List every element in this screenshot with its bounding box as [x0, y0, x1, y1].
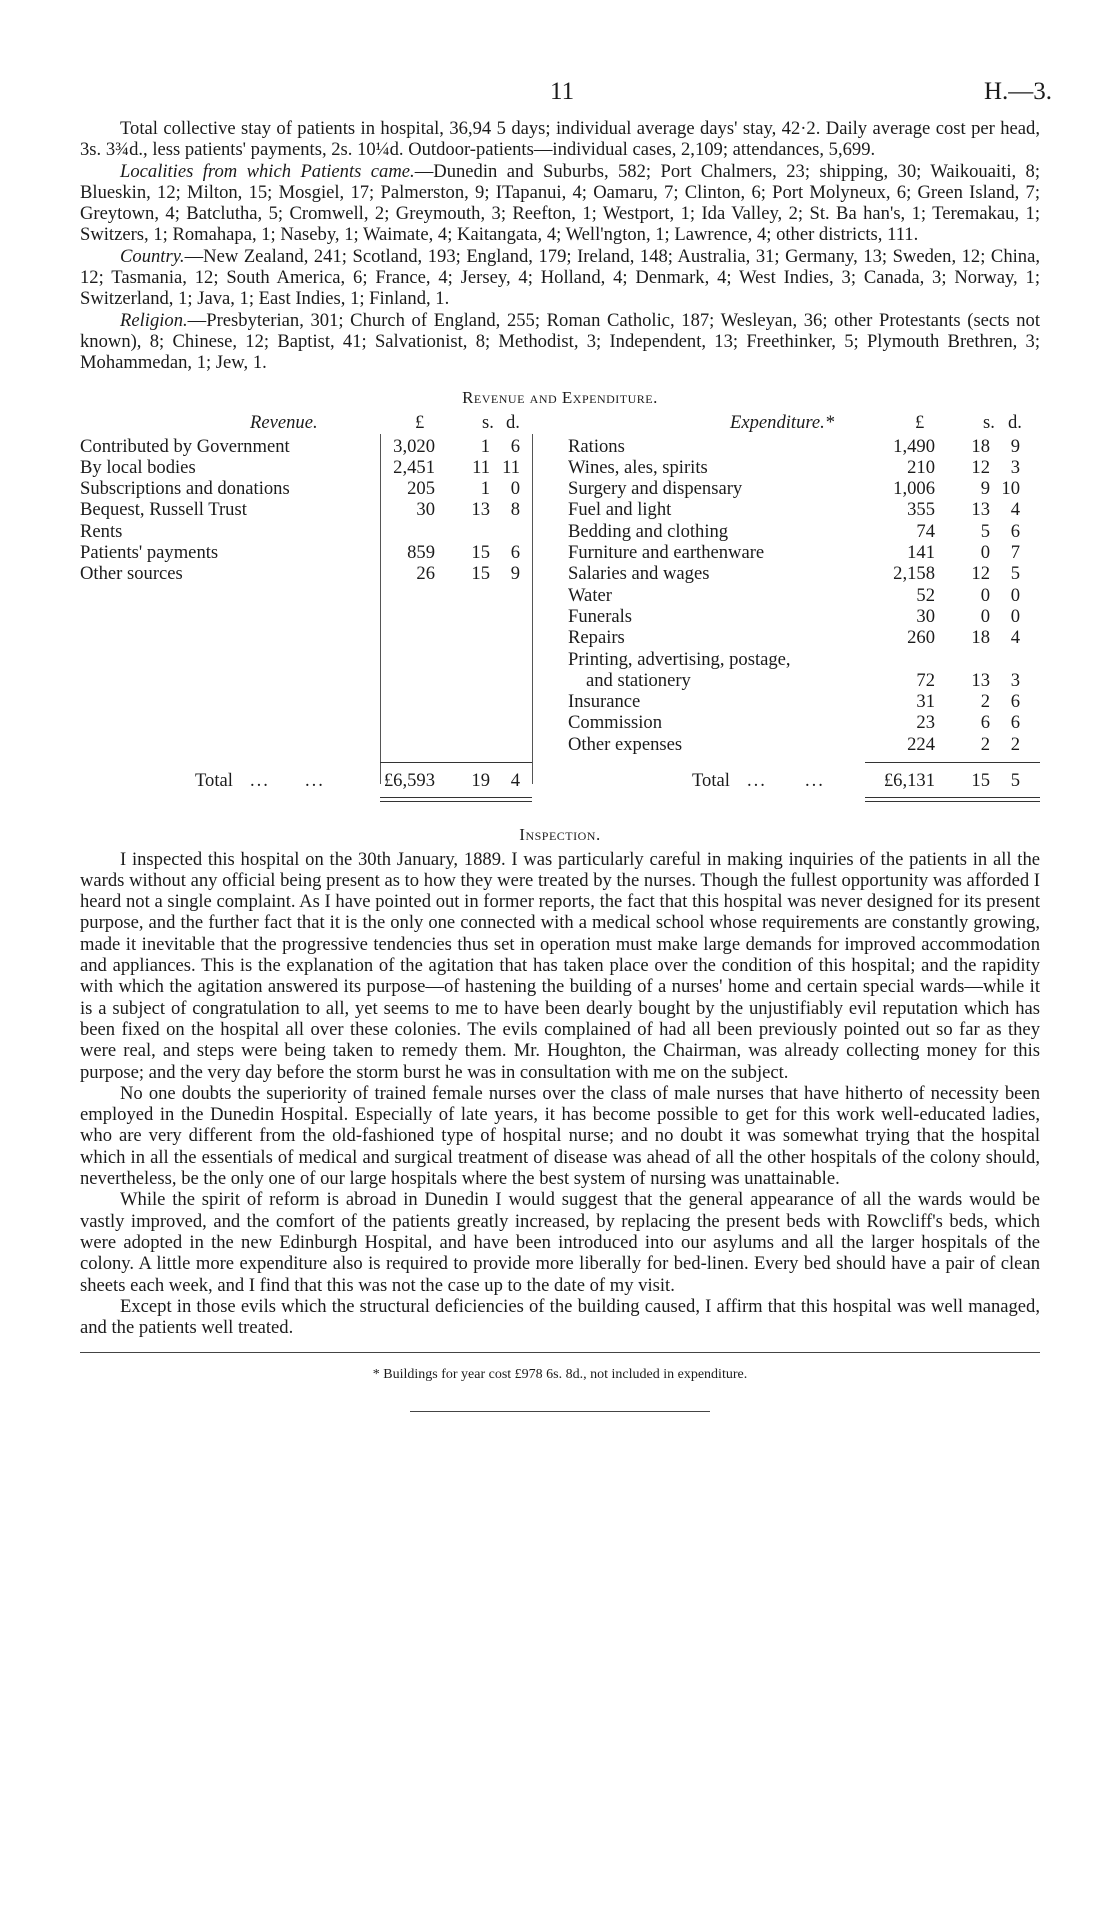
country-text: —New Zealand, 241; Scotland, 193; England, 179; Ireland, 148; Australia, 31; Germany, 13; Sweden, 12; China, 12; Tasmania, 12; South America, 6; France, 4; Jersey, 4; Holland, 4; Denmark, 4; West Indies, 3; Canada, 3; Norway, 1; Switzerland, 1; Java, 1; East Indies, 1; Finland, 1. [80, 245, 1040, 310]
expenditure-row [80, 712, 1040, 733]
religion-text: —Presbyterian, 301; Church of England, 255; Roman Catholic, 187; Wesleyan, 36; other Protestants (sects not known), 8; Chinese, 12; Baptist, 41; Salvationist, 8; Methodist, 3; Independent, 13; Freethinker, 5; Plymouth Brethren, 3; Mohammedan, 1; Jew, 1. [80, 309, 1040, 374]
expenditure-label: and stationery [586, 669, 691, 691]
revenue-pence: 9 [510, 563, 520, 585]
expenditure-pounds: 210 [907, 456, 935, 478]
expenditure-pence: 9 [1010, 435, 1020, 457]
revenue-pence: 11 [502, 456, 520, 478]
expenditure-pounds: 30 [916, 605, 935, 627]
expenditure-pounds: 224 [907, 733, 935, 755]
revenue-subtotal-rule [380, 762, 532, 763]
expenditure-label: Water [568, 584, 612, 606]
expenditure-total-pence: 5 [1010, 769, 1020, 791]
revenue-total-rule-1 [380, 797, 532, 798]
expenditure-row [80, 457, 1040, 478]
expenditure-label: Bedding and clothing [568, 520, 729, 542]
expenditure-pence: 3 [1010, 669, 1020, 691]
expenditure-shillings: 5 [980, 520, 990, 542]
expenditure-label: Insurance [568, 691, 641, 713]
expenditure-total-rule-2 [865, 801, 1040, 802]
expenditure-row [80, 499, 1040, 520]
expenditure-label: Commission [568, 712, 663, 734]
expenditure-pence: 2 [1010, 733, 1020, 755]
expenditure-label: Other expenses [568, 733, 683, 755]
expenditure-shillings: 13 [971, 669, 990, 691]
revenue-pence-heading: d. [506, 411, 520, 433]
revenue-label: Other sources [80, 563, 183, 585]
expenditure-shillings: 13 [971, 499, 990, 521]
expenditure-pence: 3 [1010, 456, 1020, 478]
revenue-pounds: 30 [416, 499, 435, 521]
expenditure-pounds-heading: £ [915, 411, 925, 433]
expenditure-shillings: 0 [980, 584, 990, 606]
revenue-total-pence: 4 [510, 769, 520, 791]
inspection-heading: Inspection. [519, 824, 601, 844]
inspection-paragraph-2: No one doubts the superiority of trained female nurses over the class of male nurses that have hitherto of necessity been employed in the Dunedin Hospital. Especially of late years, it has become possible to get for this work well-educated ladies, who are very different from the old-fashioned type of hospital nurse; and no doubt it was somewhat trying that the hospital which in all the essentials of medical and surgical treatment of disease was ahead of all the other hospitals of the colony should, nevertheless, be the only one of our large hospitals where the best system of nursing was unattainable. [80, 1082, 1040, 1190]
expenditure-pence: 10 [1001, 478, 1020, 500]
expenditure-label: Surgery and dispensary [568, 478, 743, 500]
expenditure-pence: 0 [1010, 605, 1020, 627]
revenue-label: Bequest, Russell Trust [80, 499, 247, 521]
revenue-shillings: 1 [480, 435, 490, 457]
expenditure-label: Salaries and wages [568, 563, 710, 585]
expenditure-pence-heading: d. [1008, 411, 1022, 433]
revenue-shillings-heading: s. [482, 411, 494, 433]
revenue-pounds-heading: £ [415, 411, 425, 433]
expenditure-row [80, 649, 1040, 670]
religion-label: Religion. [120, 309, 188, 331]
expenditure-row [80, 691, 1040, 712]
expenditure-total-label: Total [692, 769, 730, 791]
document-page [80, 78, 1052, 1412]
expenditure-row [80, 563, 1040, 584]
revenue-expenditure-table [80, 410, 1040, 825]
revenue-label: Subscriptions and donations [80, 478, 290, 500]
expenditure-total-rule-1 [865, 797, 1040, 798]
expenditure-row [80, 436, 1040, 457]
expenditure-pence: 6 [1010, 520, 1020, 542]
expenditure-label: Furniture and earthenware [568, 542, 765, 564]
expenditure-total-pounds: £6,131 [883, 769, 935, 791]
expenditure-total-leader-2: ... [805, 769, 825, 791]
expenditure-pounds: 72 [916, 669, 935, 691]
expenditure-shillings: 2 [980, 691, 990, 713]
footnote: * Buildings for year cost £978 6s. 8d., not included in expenditure. [372, 1367, 748, 1383]
revenue-total-leader: ... [250, 769, 270, 791]
expenditure-shillings: 9 [980, 478, 990, 500]
expenditure-shillings-heading: s. [983, 411, 995, 433]
page-header [80, 78, 1052, 118]
revenue-pounds: 3,020 [393, 435, 435, 457]
expenditure-shillings: 12 [971, 456, 990, 478]
expenditure-pence: 6 [1010, 712, 1020, 734]
localities-label: Localities from which Patients came. [120, 160, 415, 182]
page-number: 11 [550, 78, 575, 105]
expenditure-label: Wines, ales, spirits [568, 456, 708, 478]
revenue-shillings: 15 [471, 563, 490, 585]
expenditure-pounds: 260 [907, 627, 935, 649]
revenue-total-pounds: £6,593 [383, 769, 435, 791]
expenditure-pounds: 52 [916, 584, 935, 606]
expenditure-pence: 6 [1010, 691, 1020, 713]
expenditure-total-row [80, 770, 1040, 791]
expenditure-shillings: 2 [980, 733, 990, 755]
expenditure-pence: 7 [1010, 542, 1020, 564]
religion-paragraph [80, 310, 1040, 374]
expenditure-pence: 5 [1010, 563, 1020, 585]
expenditure-row [80, 542, 1040, 563]
expenditure-pounds: 355 [907, 499, 935, 521]
expenditure-pounds: 2,158 [893, 563, 935, 585]
revenue-pence: 6 [510, 435, 520, 457]
expenditure-shillings: 0 [980, 605, 990, 627]
revenue-pence: 0 [510, 478, 520, 500]
revenue-pence: 8 [510, 499, 520, 521]
expenditure-shillings: 6 [980, 712, 990, 734]
expenditure-shillings: 12 [971, 563, 990, 585]
revenue-total-rule-2 [380, 801, 532, 802]
expenditure-label: Rations [568, 435, 625, 457]
expenditure-shillings: 18 [971, 627, 990, 649]
expenditure-pounds: 141 [907, 542, 935, 564]
expenditure-subtotal-rule [865, 762, 1040, 763]
expenditure-total-leader: ... [747, 769, 767, 791]
series-code: H.—3. [983, 78, 1052, 105]
inspection-paragraph-4: Except in those evils which the structural deficiencies of the building caused, I affirm that this hospital was well managed, and the patients well treated. [80, 1295, 1040, 1339]
expenditure-column-heading: Expenditure.* [730, 411, 835, 433]
revenue-pounds: 26 [416, 563, 435, 585]
revenue-total-shillings: 19 [471, 769, 490, 791]
expenditure-row [80, 627, 1040, 648]
expenditure-label: Funerals [568, 605, 633, 627]
revenue-shillings: 13 [471, 499, 490, 521]
localities-text: —Dunedin and Suburbs, 582; Port Chalmers, 23; shipping, 30; Waikouaiti, 8; Blueskin, 12; Milton, 15; Mosgiel, 17; Palmerston, 9; ITapanui, 4; Oamaru, 7; Clinton, 6; Port Molyneux, 6; Green Island, 7; Greytown, 4; Batclutha, 5; Cromwell, 2; Greymouth, 3; Reefton, 1; Westport, 1; Ida Valley, 2; St. Ba han's, 1; Teremakau, 1; Switzers, 1; Romahapa, 1; Naseby, 1; Waimate, 4; Kaitangata, 4; Well'ngton, 1; Lawrence, 4; other districts, 111. [80, 160, 1041, 246]
revenue-label: By local bodies [80, 456, 196, 478]
revenue-label: Rents [80, 520, 123, 542]
country-paragraph [80, 246, 1040, 310]
revenue-pounds: 205 [407, 478, 435, 500]
expenditure-pounds: 1,006 [893, 478, 935, 500]
expenditure-row [80, 670, 1040, 691]
revenue-label: Contributed by Government [80, 435, 290, 457]
expenditure-label: Printing, advertising, postage, [568, 648, 791, 670]
inspection-paragraph-1: I inspected this hospital on the 30th January, 1889. I was particularly careful in making inquiries of the patients in all the wards without any official being present as to how they were treated by the nurses. Though the fullest opportunity was afforded I heard not a single complaint. As I have pointed out in former reports, the fact that this hospital was never designed for its present purpose, and the further fact that it is the only one connected with a medical school whose requirements are constantly growing, made it inevitable that the progressive tendencies thus set in operation must make large demands for improved accommodation and appliances. This is the explanation of the agitation that has taken place over the condition of this hospital; and the rapidity with which the agitation answered its purpose—of hastening the building of a nurses' home and certain special wards—while it is a subject of congratulation to all, yet seems to me to have been dearly bought by the unjustifiably evil reputation which has been fixed on the hospital all over these colonies. The evils complained of had all been previously pointed out so far as they were real, and steps were being taken to remedy them. Mr. Houghton, the Chairman, was already collecting money for this purpose; and the very day before the storm burst he was in consultation with me on the subject. [80, 848, 1040, 1083]
revenue-total-label: Total [195, 769, 233, 791]
stay-paragraph: Total collective stay of patients in hospital, 36,94 5 days; individual average days' stay, 42·2. Daily average cost per head, 3s. 3¾d., less patients' payments, 2s. 10¼d. Outdoor-patients—individual cases, 2,109; attendances, 5,699. [80, 118, 1040, 161]
revenue-pence: 6 [510, 542, 520, 564]
expenditure-pence: 0 [1010, 584, 1020, 606]
revenue-total-leader-2: ... [305, 769, 325, 791]
expenditure-row [80, 734, 1040, 755]
expenditure-shillings: 18 [971, 435, 990, 457]
inspection-paragraph-3: While the spirit of reform is abroad in Dunedin I would suggest that the general appearance of all the wards would be vastly improved, and the comfort of the patients greatly increased, by replacing the present beds with Rowcliff's beds, which were adopted in the new Edinburgh Hospital, and have been introduced into our asylums and all the larger hospitals of the colony. A little more expenditure also is required to provide more liberally for bed-linen. Every bed should have a pair of clean sheets each week, and I find that this was not the case up to the date of my visit. [80, 1189, 1040, 1296]
expenditure-row [80, 478, 1040, 499]
expenditure-row [80, 585, 1040, 606]
expenditure-total-shillings: 15 [971, 769, 990, 791]
revenue-shillings: 15 [471, 542, 490, 564]
expenditure-row [80, 521, 1040, 542]
revenue-shillings: 1 [480, 478, 490, 500]
expenditure-pence: 4 [1010, 499, 1020, 521]
expenditure-pounds: 23 [916, 712, 935, 734]
expenditure-pounds: 1,490 [893, 435, 935, 457]
expenditure-pounds: 31 [916, 691, 935, 713]
expenditure-pence: 4 [1010, 627, 1020, 649]
expenditure-pounds: 74 [916, 520, 935, 542]
expenditure-label: Repairs [568, 627, 625, 649]
localities-paragraph [80, 161, 1040, 246]
revenue-pounds: 859 [407, 542, 435, 564]
expenditure-row [80, 606, 1040, 627]
revenue-expenditure-heading: Revenue and Expenditure. [462, 387, 658, 407]
country-label: Country. [120, 245, 185, 267]
footnote-rule [80, 1352, 1040, 1353]
revenue-pounds: 2,451 [393, 456, 435, 478]
expenditure-shillings: 0 [980, 542, 990, 564]
revenue-column-heading: Revenue. [250, 411, 318, 433]
revenue-shillings: 11 [472, 456, 490, 478]
expenditure-label: Fuel and light [568, 499, 672, 521]
revenue-label: Patients' payments [80, 542, 219, 564]
closing-rule [410, 1411, 710, 1412]
